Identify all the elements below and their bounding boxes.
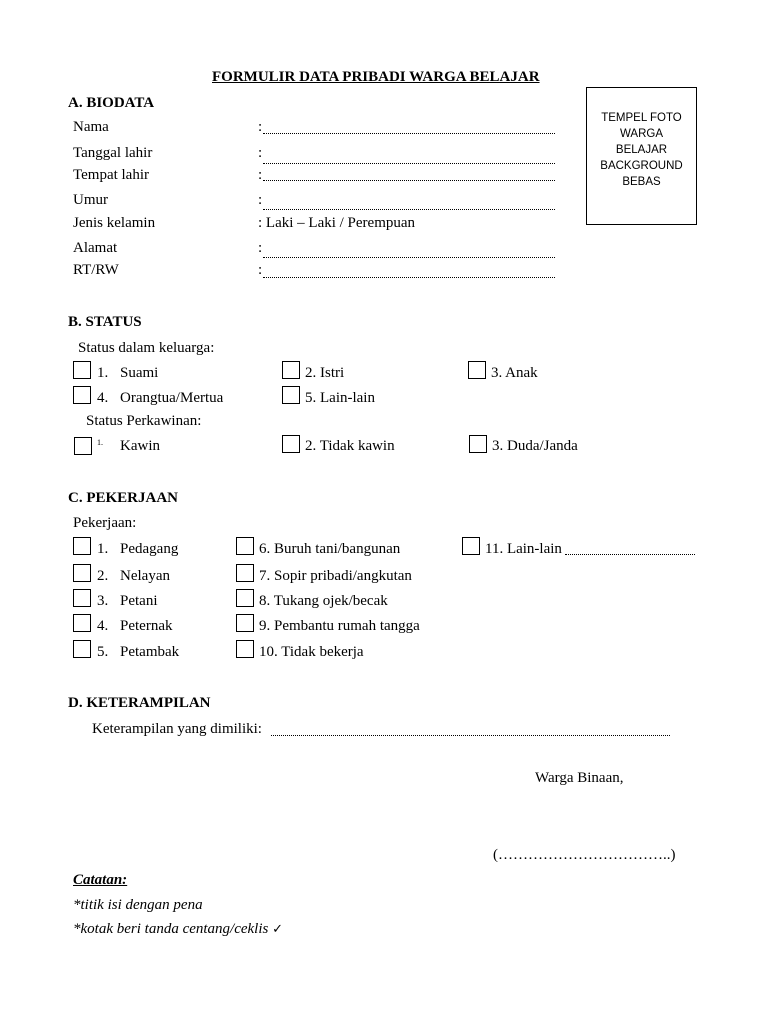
option-istri-label: 2. Istri [305, 365, 345, 381]
option-peternak-label: Peternak [120, 618, 173, 634]
photo-placeholder-box [586, 87, 697, 225]
checkbox-nelayan[interactable] [73, 564, 91, 582]
checkbox-tidak-kawin[interactable] [282, 435, 300, 453]
notes-heading: Catatan: [73, 872, 128, 888]
option-orangtua-mertua-label: Orangtua/Mertua [120, 390, 224, 406]
notes-line-checkbox [73, 922, 283, 937]
field-label-rt-rw: RT/RW [73, 262, 119, 278]
checkbox-petambak[interactable] [73, 640, 91, 658]
option-tidak-kawin-label: 2. Tidak kawin [305, 438, 395, 454]
field-label-tanggal-lahir: Tanggal lahir [73, 145, 153, 161]
checkbox-peternak[interactable] [73, 614, 91, 632]
rt-rw-input-line[interactable] [263, 277, 555, 278]
checkbox-tidak-bekerja[interactable] [236, 640, 254, 658]
umur-input-line[interactable] [263, 209, 555, 210]
photo-box-line: WARGA [619, 128, 664, 140]
field-sep: : [258, 119, 263, 135]
option-anak-label: 3. Anak [491, 365, 538, 381]
keterampilan-label: Keterampilan yang dimiliki: [92, 721, 262, 737]
photo-box-line: BELAJAR [615, 144, 668, 156]
form-title: FORMULIR DATA PRIBADI WARGA BELAJAR [212, 69, 540, 85]
checkbox-pedagang[interactable] [73, 537, 91, 555]
lain-lain-pekerjaan-input-line[interactable] [565, 554, 695, 555]
checkbox-sopir[interactable] [236, 564, 254, 582]
checkbox-kawin[interactable] [74, 437, 92, 455]
status-keluarga-label: Status dalam keluarga: [78, 340, 215, 356]
field-sep: : [258, 192, 263, 208]
option-lain-lain-pekerjaan-label: 11. Lain-lain [485, 541, 562, 557]
tanggal-lahir-input-line[interactable] [263, 163, 555, 164]
field-sep: : [258, 167, 263, 183]
checkbox-lain-lain-keluarga[interactable] [282, 386, 300, 404]
option-pembantu-label: 9. Pembantu rumah tangga [259, 618, 420, 634]
option-number: 3. [97, 593, 109, 609]
photo-box-line: BEBAS [622, 176, 661, 188]
photo-box-line: TEMPEL FOTO [601, 112, 682, 124]
checkbox-petani[interactable] [73, 589, 91, 607]
option-buruh-tani-label: 6. Buruh tani/bangunan [259, 541, 401, 557]
field-sep: : [258, 262, 263, 278]
notes-line-checkbox-text: *kotak beri tanda centang/ceklis [73, 921, 269, 937]
option-number: 4. [97, 390, 109, 406]
option-number: 1. [97, 541, 109, 557]
option-duda-janda-label: 3. Duda/Janda [492, 438, 578, 454]
field-label-umur: Umur [73, 192, 108, 208]
field-label-tempat-lahir: Tempat lahir [73, 167, 150, 183]
checkbox-anak[interactable] [468, 361, 486, 379]
checkbox-istri[interactable] [282, 361, 300, 379]
section-status-heading: B. STATUS [68, 314, 142, 330]
checkbox-suami[interactable] [73, 361, 91, 379]
section-pekerjaan-heading: C. PEKERJAAN [68, 490, 179, 506]
option-petani-label: Petani [120, 593, 158, 609]
option-petambak-label: Petambak [120, 644, 180, 660]
jenis-kelamin-options[interactable]: : Laki – Laki / Perempuan [258, 215, 416, 231]
checkbox-pembantu[interactable] [236, 614, 254, 632]
section-biodata-heading: A. BIODATA [68, 95, 155, 111]
tempat-lahir-input-line[interactable] [263, 180, 555, 181]
signature-line[interactable]: (……………………………..) [493, 847, 676, 863]
option-lain-lain-label: 5. Lain-lain [305, 390, 375, 406]
field-sep: : [258, 145, 263, 161]
checkbox-lain-lain-pekerjaan[interactable] [462, 537, 480, 555]
alamat-input-line[interactable] [263, 257, 555, 258]
status-perkawinan-label: Status Perkawinan: [86, 413, 202, 429]
field-label-jenis-kelamin: Jenis kelamin [73, 215, 156, 231]
field-label-nama: Nama [73, 119, 109, 135]
check-icon: ✓ [272, 922, 284, 937]
option-tidak-bekerja-label: 10. Tidak bekerja [259, 644, 364, 660]
option-number: 1. [97, 438, 103, 447]
option-number: 2. [97, 568, 109, 584]
nama-input-line[interactable] [263, 133, 555, 134]
option-number: 5. [97, 644, 109, 660]
option-pedagang-label: Pedagang [120, 541, 179, 557]
pekerjaan-label: Pekerjaan: [73, 515, 137, 531]
photo-box-line: BACKGROUND [600, 160, 683, 172]
option-sopir-label: 7. Sopir pribadi/angkutan [259, 568, 412, 584]
option-nelayan-label: Nelayan [120, 568, 170, 584]
option-kawin-label: Kawin [120, 438, 160, 454]
checkbox-buruh-tani[interactable] [236, 537, 254, 555]
section-keterampilan-heading: D. KETERAMPILAN [68, 695, 211, 711]
signature-label: Warga Binaan, [535, 770, 624, 786]
notes-line-pen: *titik isi dengan pena [73, 897, 203, 913]
option-suami-label: Suami [120, 365, 159, 381]
checkbox-tukang-ojek[interactable] [236, 589, 254, 607]
option-tukang-ojek-label: 8. Tukang ojek/becak [259, 593, 388, 609]
checkbox-orangtua-mertua[interactable] [73, 386, 91, 404]
field-sep: : [258, 240, 263, 256]
option-number: 1. [97, 365, 109, 381]
field-label-alamat: Alamat [73, 240, 118, 256]
option-number: 4. [97, 618, 109, 634]
keterampilan-input-line[interactable] [271, 735, 670, 736]
checkbox-duda-janda[interactable] [469, 435, 487, 453]
